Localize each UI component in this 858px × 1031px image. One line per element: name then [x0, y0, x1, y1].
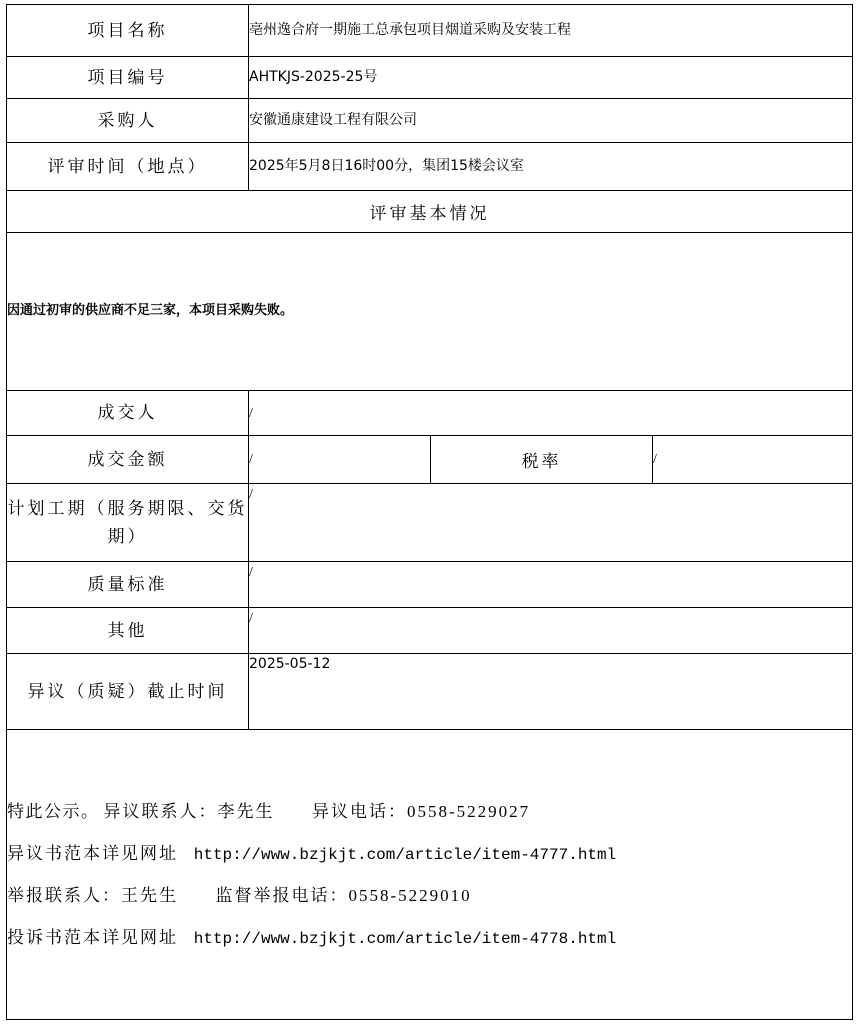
other-value: / — [249, 608, 853, 654]
tax-rate-value: / — [653, 436, 853, 484]
notice-headline: 特此公示。 — [7, 801, 100, 821]
project-name-label: 项目名称 — [7, 5, 249, 57]
review-summary-title: 评审基本情况 — [7, 191, 853, 233]
purchaser-label: 采购人 — [7, 99, 249, 143]
complaint-doc-label: 投诉书范本详见网址 — [7, 927, 178, 947]
table-row — [7, 730, 853, 1020]
review-time-value: 2025年5月8日16时00分，集团15楼会议室 — [249, 143, 853, 191]
review-time-label: 评审时间（地点） — [7, 143, 249, 191]
objection-deadline-value: 2025-05-12 — [249, 654, 853, 730]
report-phone-label: 监督举报电话：0558-5229010 — [215, 885, 472, 905]
table-row — [7, 562, 853, 608]
objection-doc-url[interactable]: http://www.bzjkjt.com/article/item-4777.html — [193, 845, 617, 864]
objection-doc-line — [7, 836, 616, 872]
quality-standard-value: / — [249, 562, 853, 608]
table-row — [7, 484, 853, 562]
table-row — [7, 99, 853, 143]
objection-phone-label: 异议电话：0558-5229027 — [312, 801, 531, 821]
table-row — [7, 143, 853, 191]
duration-value: / — [249, 484, 853, 562]
quality-standard-label: 质量标准 — [7, 562, 249, 608]
other-label: 其他 — [7, 608, 249, 654]
project-name-value: 亳州逸合府一期施工总承包项目烟道采购及安装工程 — [249, 5, 853, 57]
amount-label: 成交金额 — [7, 436, 249, 484]
table-row — [7, 608, 853, 654]
project-number-label: 项目编号 — [7, 57, 249, 99]
objection-doc-label: 异议书范本详见网址 — [7, 843, 178, 863]
purchaser-value: 安徽通康建设工程有限公司 — [249, 99, 853, 143]
table-row — [7, 57, 853, 99]
objection-deadline-label: 异议（质疑）截止时间 — [7, 654, 249, 730]
report-contact-label: 举报联系人：王先生 — [7, 885, 178, 905]
winner-value: / — [249, 391, 853, 436]
tax-rate-label: 税率 — [431, 436, 653, 484]
table-row — [7, 391, 853, 436]
objection-contact-label: 异议联系人：李先生 — [103, 801, 275, 821]
duration-label: 计划工期（服务期限、交货期） — [7, 484, 249, 562]
complaint-doc-url[interactable]: http://www.bzjkjt.com/article/item-4778.html — [193, 929, 617, 948]
table-row — [7, 5, 853, 57]
objection-contact-line — [104, 794, 531, 830]
table-row — [7, 233, 853, 391]
table-row — [7, 654, 853, 730]
table-row — [7, 436, 853, 484]
notice-block — [7, 730, 853, 1020]
winner-label: 成交人 — [7, 391, 249, 436]
report-contact-line — [7, 878, 472, 914]
complaint-doc-line — [7, 920, 616, 956]
amount-value: / — [249, 436, 431, 484]
review-summary-body: 因通过初审的供应商不足三家，本项目采购失败。 — [7, 233, 853, 391]
document-page — [0, 4, 858, 1031]
table-row — [7, 191, 853, 233]
announcement-table — [6, 4, 853, 1020]
project-number-value: AHTKJS-2025-25号 — [249, 57, 853, 99]
